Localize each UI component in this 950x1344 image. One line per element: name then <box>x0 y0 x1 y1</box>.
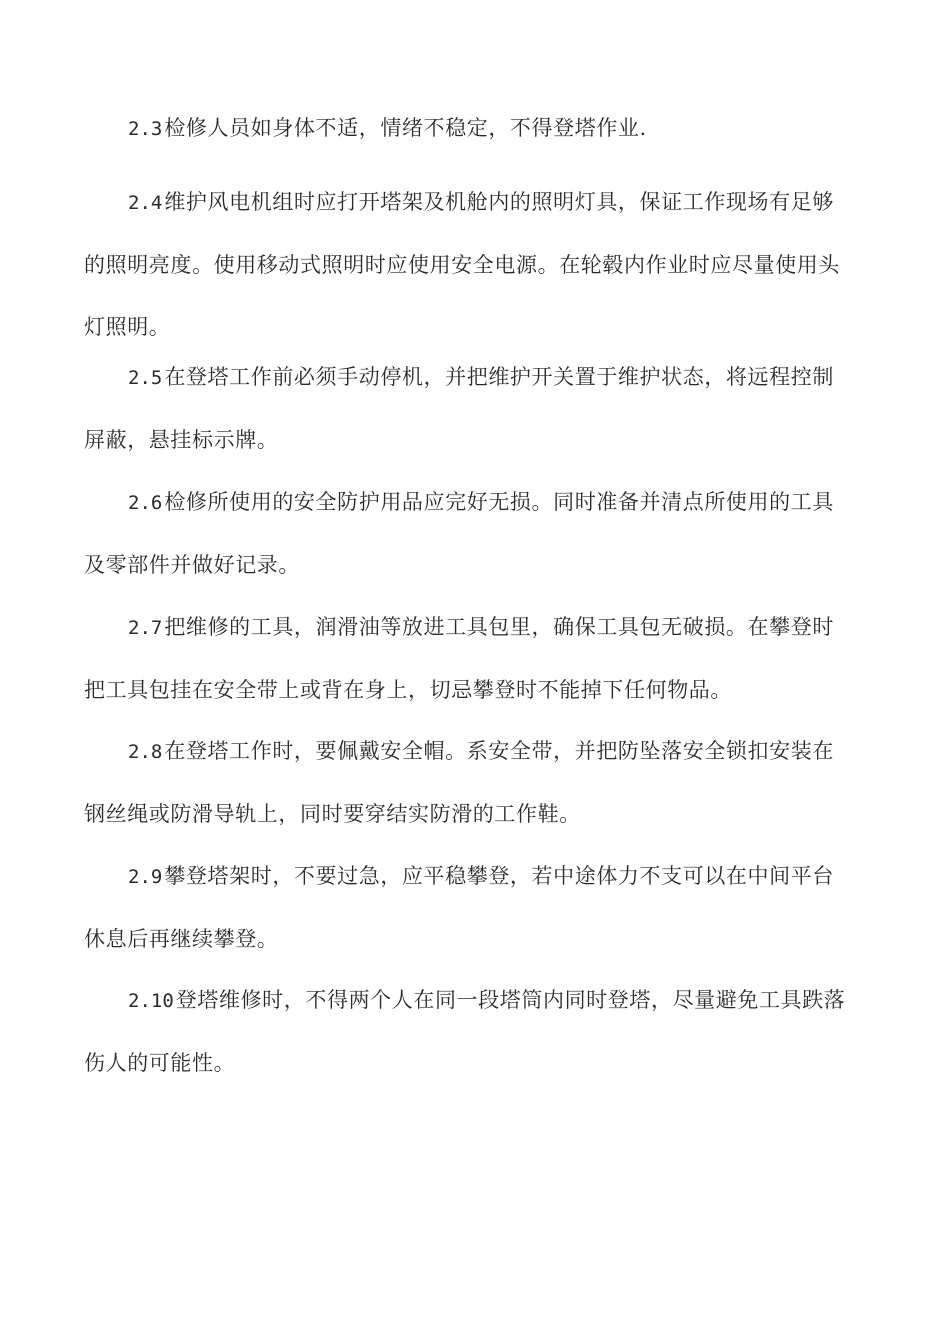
paragraph-text: 把维修的工具，润滑油等放进工具包里，确保工具包无破损。在攀登时把工具包挂在安全带上或背在身上，切忌攀登时不能掉下任何物品。 <box>84 615 834 702</box>
paragraph-2-9 <box>84 845 854 970</box>
paragraph-2-5 <box>84 346 854 471</box>
paragraph-text: 检修人员如身体不适，情绪不稳定，不得登塔作业. <box>164 116 647 140</box>
paragraph-2-8 <box>84 720 854 845</box>
paragraph-2-10 <box>84 969 854 1094</box>
paragraph-text: 维护风电机组时应打开塔架及机舱内的照明灯具，保证工作现场有足够的照明亮度。使用移动式照明时应使用安全电源。在轮毂内作业时应尽量使用头灯照明。 <box>84 190 840 339</box>
paragraph-number: 2.9 <box>128 866 163 888</box>
paragraph-2-4 <box>84 171 854 358</box>
paragraph-2-3 <box>84 97 854 160</box>
paragraph-2-6 <box>84 471 854 596</box>
paragraph-text: 在登塔工作前必须手动停机，并把维护开关置于维护状态，将远程控制屏蔽，悬挂标示牌。 <box>84 365 834 452</box>
paragraph-number: 2.8 <box>128 741 163 763</box>
paragraph-2-7 <box>84 596 854 721</box>
paragraph-text: 在登塔工作时，要佩戴安全帽。系安全带，并把防坠落安全锁扣安装在钢丝绳或防滑导轨上，同时要穿结实防滑的工作鞋。 <box>84 739 834 826</box>
paragraph-number: 2.3 <box>128 118 163 140</box>
paragraph-number: 2.6 <box>128 492 163 514</box>
paragraph-number: 2.7 <box>128 617 163 639</box>
paragraph-text: 登塔维修时，不得两个人在同一段塔筒内同时登塔，尽量避免工具跌落伤人的可能性。 <box>84 988 846 1075</box>
paragraph-number: 2.4 <box>128 192 163 214</box>
paragraph-number: 2.10 <box>128 990 174 1012</box>
paragraph-number: 2.5 <box>128 367 163 389</box>
paragraph-text: 攀登塔架时，不要过急，应平稳攀登，若中途体力不支可以在中间平台休息后再继续攀登。 <box>84 864 834 951</box>
paragraph-text: 检修所使用的安全防护用品应完好无损。同时准备并清点所使用的工具及零部件并做好记录。 <box>84 490 834 577</box>
